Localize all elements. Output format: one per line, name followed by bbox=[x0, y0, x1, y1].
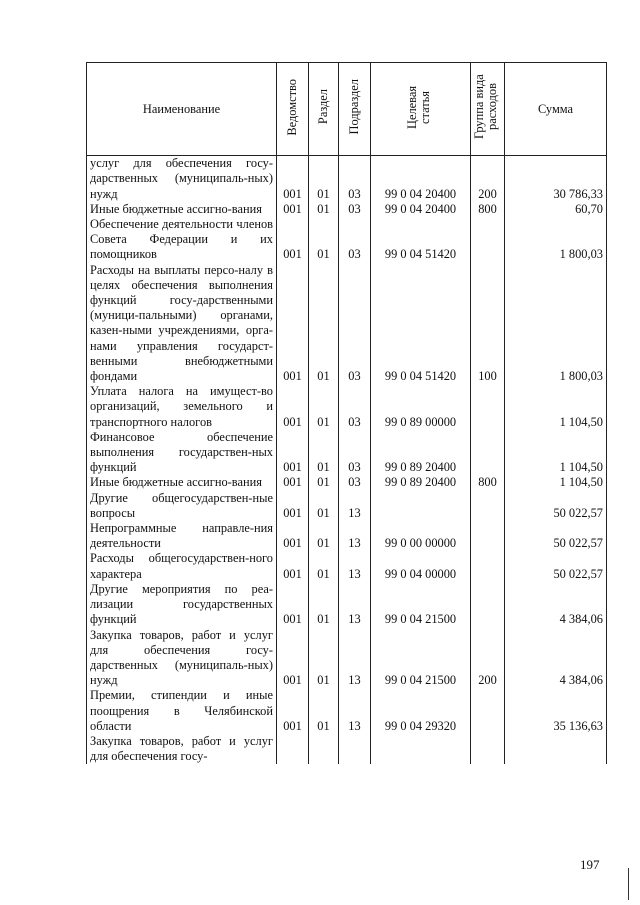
cell-subsection: 13 bbox=[339, 491, 371, 521]
cell-section: 01 bbox=[309, 551, 339, 581]
cell-department: 001 bbox=[277, 475, 309, 490]
table-row bbox=[87, 582, 607, 628]
cell-name: Другие мероприятия по реа-лизации государственных функций bbox=[87, 582, 277, 628]
cell-target-article: 99 0 00 00000 bbox=[371, 521, 471, 551]
cell-section bbox=[309, 734, 339, 764]
cell-amount: 4 384,06 bbox=[505, 628, 607, 689]
cell-subsection bbox=[339, 734, 371, 764]
header-expense-group: Группа вида расходов bbox=[471, 63, 505, 156]
table-row bbox=[87, 384, 607, 430]
cell-amount: 1 104,50 bbox=[505, 475, 607, 490]
cell-subsection: 13 bbox=[339, 582, 371, 628]
cell-amount: 1 800,03 bbox=[505, 263, 607, 385]
header-section: Раздел bbox=[309, 63, 339, 156]
cell-expense-group: 800 bbox=[471, 475, 505, 490]
cell-expense-group bbox=[471, 521, 505, 551]
cell-name: Премии, стипендии и иные поощрения в Челябинской области bbox=[87, 688, 277, 734]
cell-department: 001 bbox=[277, 202, 309, 217]
cell-section: 01 bbox=[309, 521, 339, 551]
cell-target-article: 99 0 04 51420 bbox=[371, 217, 471, 263]
cell-target-article: 99 0 04 51420 bbox=[371, 263, 471, 385]
cell-amount: 1 104,50 bbox=[505, 384, 607, 430]
table-row bbox=[87, 156, 607, 202]
header-row bbox=[87, 63, 607, 156]
cell-subsection: 03 bbox=[339, 263, 371, 385]
table-row bbox=[87, 475, 607, 490]
cell-expense-group: 200 bbox=[471, 628, 505, 689]
table-row bbox=[87, 734, 607, 764]
table-body bbox=[87, 156, 607, 765]
cell-name: Другие общегосударствен-ные вопросы bbox=[87, 491, 277, 521]
cell-name: Обеспечение деятельности членов Совета Федерации и их помощников bbox=[87, 217, 277, 263]
cell-name: Расходы на выплаты персо-налу в целях обеспечения выполнения функций госу-дарственными (муници-пальными) органами, казен-ными учреждениями, орга-нами управления государст-венными внебюджетными фондами bbox=[87, 263, 277, 385]
header-target-article: Целевая статья bbox=[371, 63, 471, 156]
cell-name: Расходы общегосударствен-ного характера bbox=[87, 551, 277, 581]
cell-target-article: 99 0 04 00000 bbox=[371, 551, 471, 581]
cell-expense-group bbox=[471, 551, 505, 581]
cell-section: 01 bbox=[309, 156, 339, 202]
cell-expense-group bbox=[471, 491, 505, 521]
cell-department bbox=[277, 734, 309, 764]
cell-name: услуг для обеспечения госу-дарственных (муниципаль-ных) нужд bbox=[87, 156, 277, 202]
cell-section: 01 bbox=[309, 430, 339, 476]
page-edge-mark bbox=[628, 868, 629, 900]
cell-section: 01 bbox=[309, 688, 339, 734]
page-number: 197 bbox=[580, 857, 600, 872]
table-row bbox=[87, 491, 607, 521]
cell-department: 001 bbox=[277, 156, 309, 202]
cell-target-article: 99 0 04 20400 bbox=[371, 202, 471, 217]
cell-subsection: 13 bbox=[339, 628, 371, 689]
cell-expense-group bbox=[471, 430, 505, 476]
cell-department: 001 bbox=[277, 217, 309, 263]
cell-amount bbox=[505, 734, 607, 764]
cell-amount: 50 022,57 bbox=[505, 521, 607, 551]
cell-department: 001 bbox=[277, 491, 309, 521]
header-amount: Сумма bbox=[505, 63, 607, 156]
cell-name: Иные бюджетные ассигно-вания bbox=[87, 475, 277, 490]
cell-subsection: 13 bbox=[339, 688, 371, 734]
cell-subsection: 13 bbox=[339, 551, 371, 581]
cell-expense-group: 800 bbox=[471, 202, 505, 217]
cell-section: 01 bbox=[309, 202, 339, 217]
cell-section: 01 bbox=[309, 475, 339, 490]
cell-section: 01 bbox=[309, 491, 339, 521]
cell-department: 001 bbox=[277, 628, 309, 689]
cell-section: 01 bbox=[309, 582, 339, 628]
cell-subsection: 03 bbox=[339, 475, 371, 490]
cell-amount: 1 800,03 bbox=[505, 217, 607, 263]
cell-section: 01 bbox=[309, 217, 339, 263]
cell-name: Закупка товаров, работ и услуг для обеспечения госу- bbox=[87, 734, 277, 764]
cell-name: Уплата налога на имущест-во организаций, земельного и транспортного налогов bbox=[87, 384, 277, 430]
cell-section: 01 bbox=[309, 263, 339, 385]
table-row bbox=[87, 217, 607, 263]
cell-subsection: 03 bbox=[339, 202, 371, 217]
cell-department: 001 bbox=[277, 521, 309, 551]
cell-amount: 35 136,63 bbox=[505, 688, 607, 734]
cell-target-article: 99 0 89 20400 bbox=[371, 475, 471, 490]
table-row bbox=[87, 551, 607, 581]
table-row bbox=[87, 628, 607, 689]
cell-subsection: 03 bbox=[339, 430, 371, 476]
cell-expense-group: 200 bbox=[471, 156, 505, 202]
cell-subsection: 13 bbox=[339, 521, 371, 551]
table-row bbox=[87, 521, 607, 551]
cell-amount: 4 384,06 bbox=[505, 582, 607, 628]
cell-amount: 1 104,50 bbox=[505, 430, 607, 476]
cell-expense-group bbox=[471, 582, 505, 628]
cell-target-article bbox=[371, 491, 471, 521]
cell-department: 001 bbox=[277, 688, 309, 734]
table-row bbox=[87, 688, 607, 734]
cell-target-article: 99 0 89 20400 bbox=[371, 430, 471, 476]
cell-department: 001 bbox=[277, 384, 309, 430]
header-department: Ведомство bbox=[277, 63, 309, 156]
cell-subsection: 03 bbox=[339, 217, 371, 263]
table-row bbox=[87, 263, 607, 385]
cell-target-article: 99 0 04 29320 bbox=[371, 688, 471, 734]
cell-target-article: 99 0 89 00000 bbox=[371, 384, 471, 430]
cell-department: 001 bbox=[277, 263, 309, 385]
cell-amount: 50 022,57 bbox=[505, 491, 607, 521]
cell-expense-group bbox=[471, 384, 505, 430]
header-name: Наименование bbox=[87, 63, 277, 156]
cell-target-article: 99 0 04 21500 bbox=[371, 628, 471, 689]
cell-department: 001 bbox=[277, 551, 309, 581]
cell-section: 01 bbox=[309, 384, 339, 430]
cell-expense-group bbox=[471, 688, 505, 734]
cell-amount: 60,70 bbox=[505, 202, 607, 217]
cell-department: 001 bbox=[277, 582, 309, 628]
cell-name: Закупка товаров, работ и услуг для обеспечения госу-дарственных (муниципаль-ных) нужд bbox=[87, 628, 277, 689]
cell-target-article bbox=[371, 734, 471, 764]
header-subsection: Подраздел bbox=[339, 63, 371, 156]
cell-expense-group bbox=[471, 217, 505, 263]
cell-target-article: 99 0 04 20400 bbox=[371, 156, 471, 202]
cell-name: Финансовое обеспечение выполнения государствен-ных функций bbox=[87, 430, 277, 476]
cell-section: 01 bbox=[309, 628, 339, 689]
cell-name: Непрограммные направле-ния деятельности bbox=[87, 521, 277, 551]
cell-expense-group: 100 bbox=[471, 263, 505, 385]
cell-subsection: 03 bbox=[339, 384, 371, 430]
cell-amount: 30 786,33 bbox=[505, 156, 607, 202]
cell-department: 001 bbox=[277, 430, 309, 476]
cell-amount: 50 022,57 bbox=[505, 551, 607, 581]
cell-expense-group bbox=[471, 734, 505, 764]
cell-name: Иные бюджетные ассигно-вания bbox=[87, 202, 277, 217]
budget-table bbox=[86, 62, 607, 764]
cell-subsection: 03 bbox=[339, 156, 371, 202]
table-row bbox=[87, 430, 607, 476]
table-row bbox=[87, 202, 607, 217]
cell-target-article: 99 0 04 21500 bbox=[371, 582, 471, 628]
